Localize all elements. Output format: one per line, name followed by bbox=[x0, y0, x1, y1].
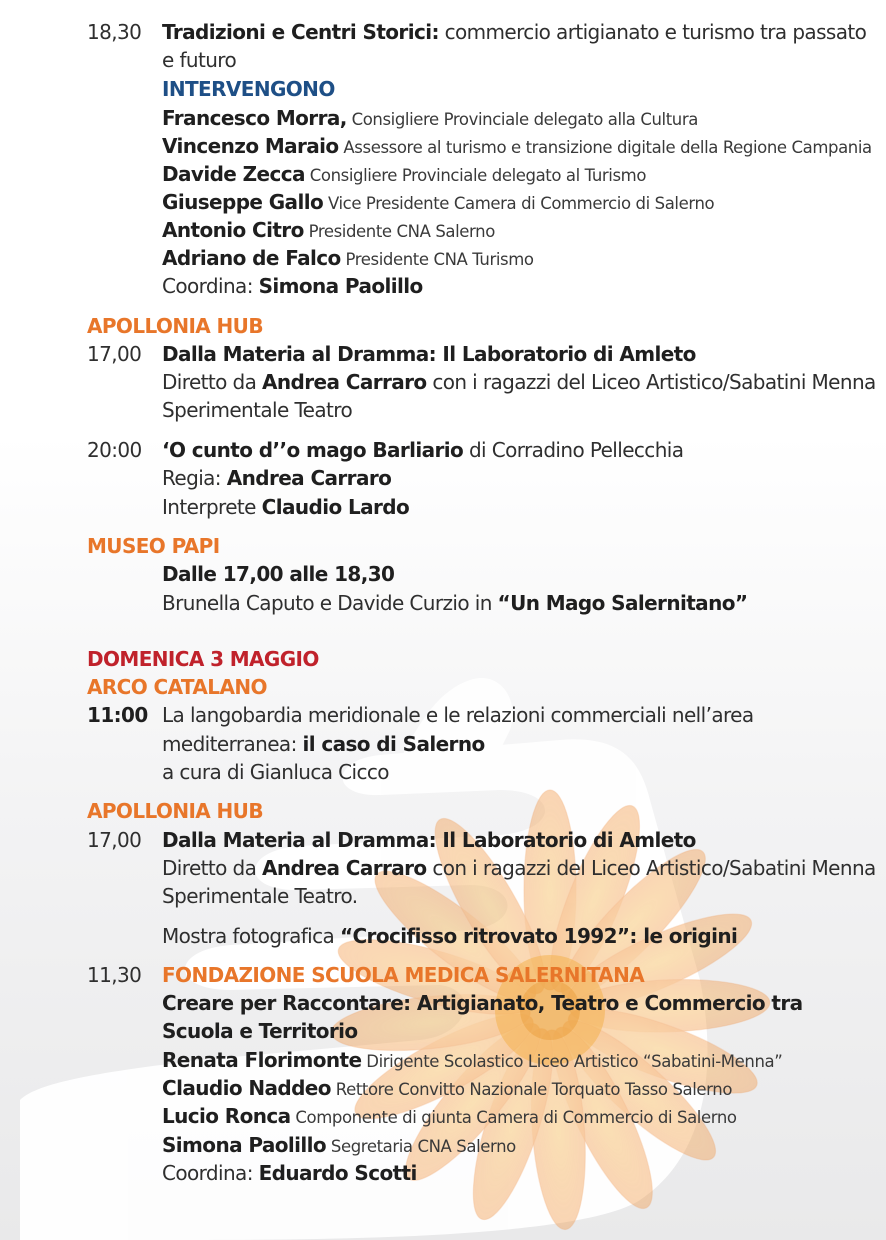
speaker-row bbox=[162, 188, 714, 218]
event-subtitle: commercio artigianato e turismo tra passato bbox=[438, 20, 867, 44]
speaker-role: Presidente CNA Salerno bbox=[303, 222, 495, 241]
speaker-row bbox=[162, 160, 646, 190]
event-time: 11,30 bbox=[87, 963, 142, 987]
speaker-name: Claudio Naddeo bbox=[162, 1076, 331, 1100]
event-title-line: La langobardia meridionale e le relazioni commerciali nell’area bbox=[162, 703, 754, 727]
event-detail bbox=[162, 368, 876, 396]
event-hours: Dalle 17,00 alle 18,30 bbox=[162, 562, 395, 586]
detail-text: Diretto da bbox=[162, 856, 263, 880]
event-title: Dalla Materia al Dramma: Il Laboratorio di Amleto bbox=[162, 342, 696, 366]
interprete-name: Claudio Lardo bbox=[261, 495, 410, 519]
speaker-row bbox=[162, 1131, 516, 1161]
speaker-role: Rettore Convitto Nazionale Torquato Tasso Salerno bbox=[330, 1080, 733, 1099]
event-title-line bbox=[162, 18, 866, 46]
event-subtitle-cont: e futuro bbox=[162, 48, 237, 72]
event-title-cont: Scuola e Territorio bbox=[162, 1019, 358, 1043]
speaker-role: Vice Presidente Camera di Commercio di Salerno bbox=[323, 194, 715, 213]
speaker-name: Adriano de Falco bbox=[162, 246, 341, 270]
exhibition-label: Mostra fotografica bbox=[162, 924, 340, 948]
speaker-name: Vincenzo Maraio bbox=[162, 134, 339, 158]
regia-row bbox=[162, 464, 391, 492]
detail-text: con i ragazzi del Liceo Artistico/Sabatini Menna bbox=[426, 370, 876, 394]
speaker-role: Presidente CNA Turismo bbox=[340, 250, 534, 269]
speaker-role: Dirigente Scolastico Liceo Artistico “Sabatini-Menna” bbox=[361, 1052, 783, 1071]
event-highlight: il caso di Salerno bbox=[302, 732, 485, 756]
event-title-line bbox=[162, 730, 485, 758]
interprete-label: Interprete bbox=[162, 495, 262, 519]
event-time: 17,00 bbox=[87, 342, 142, 366]
speaker-role: Componente di giunta Camera di Commercio di Salerno bbox=[290, 1108, 737, 1127]
event-title: Tradizioni e Centri Storici: bbox=[162, 20, 439, 44]
speaker-role: Consigliere Provinciale delegato al Turismo bbox=[304, 166, 647, 185]
event-detail: Sperimentale Teatro. bbox=[162, 884, 358, 908]
detail-text: mediterranea: bbox=[162, 732, 303, 756]
venue-heading: APOLLONIA HUB bbox=[87, 799, 263, 823]
venue-heading: MUSEO PAPI bbox=[87, 534, 220, 558]
event-title: Creare per Raccontare: Artigianato, Teatro e Commercio tra bbox=[162, 991, 803, 1015]
speaker-row bbox=[162, 244, 534, 274]
speaker-name: Lucio Ronca bbox=[162, 1104, 291, 1128]
intervengono-heading: INTERVENGONO bbox=[162, 77, 335, 101]
event-title: Dalla Materia al Dramma: Il Laboratorio di Amleto bbox=[162, 828, 696, 852]
event-detail bbox=[162, 854, 876, 882]
venue-heading: ARCO CATALANO bbox=[87, 675, 267, 699]
speaker-name: Davide Zecca bbox=[162, 162, 305, 186]
speaker-name: Renata Florimonte bbox=[162, 1048, 362, 1072]
coordinator-name: Simona Paolillo bbox=[258, 274, 423, 298]
exhibition-row bbox=[162, 922, 737, 950]
regia-label: Regia: bbox=[162, 466, 227, 490]
speaker-name: Francesco Morra, bbox=[162, 106, 347, 130]
speaker-name: Antonio Citro bbox=[162, 218, 304, 242]
director-name: Andrea Carraro bbox=[262, 856, 427, 880]
event-detail: Sperimentale Teatro bbox=[162, 398, 353, 422]
venue-heading: FONDAZIONE SCUOLA MEDICA SALERNITANA bbox=[162, 963, 645, 987]
exhibition-title: “Crocifisso ritrovato 1992”: le origini bbox=[339, 924, 738, 948]
interprete-row bbox=[162, 493, 409, 521]
detail-text: Brunella Caputo e Davide Curzio in bbox=[162, 591, 498, 615]
coordinator-name: Eduardo Scotti bbox=[258, 1161, 417, 1185]
venue-heading: APOLLONIA HUB bbox=[87, 314, 263, 338]
event-detail bbox=[162, 589, 747, 617]
speaker-row bbox=[162, 1102, 737, 1132]
regia-name: Andrea Carraro bbox=[226, 466, 392, 490]
coordinator-label: Coordina: bbox=[162, 274, 259, 298]
show-title: “Un Mago Salernitano” bbox=[497, 591, 748, 615]
coordinator-row bbox=[162, 1159, 417, 1187]
speaker-row bbox=[162, 216, 495, 246]
detail-text: con i ragazzi del Liceo Artistico/Sabatini Menna bbox=[426, 856, 876, 880]
event-time: 18,30 bbox=[87, 20, 142, 44]
event-author: di Corradino Pellecchia bbox=[463, 438, 684, 462]
speaker-role: Assessore al turismo e transizione digitale della Regione Campania bbox=[338, 138, 872, 157]
speaker-name: Giuseppe Gallo bbox=[162, 190, 324, 214]
event-title: ‘O cunto d’’o mago Barliario bbox=[162, 438, 464, 462]
event-time: 17,00 bbox=[87, 828, 142, 852]
event-title-line bbox=[162, 436, 683, 464]
speaker-name: Simona Paolillo bbox=[162, 1133, 327, 1157]
speaker-row bbox=[162, 104, 698, 134]
speaker-row bbox=[162, 1046, 782, 1076]
coordinator-label: Coordina: bbox=[162, 1161, 259, 1185]
coordinator-row bbox=[162, 272, 423, 300]
speaker-row bbox=[162, 132, 872, 162]
speaker-role: Segretaria CNA Salerno bbox=[326, 1137, 516, 1156]
day-heading: DOMENICA 3 MAGGIO bbox=[87, 647, 319, 671]
detail-text: Diretto da bbox=[162, 370, 263, 394]
event-time: 11:00 bbox=[87, 703, 148, 727]
event-curator: a cura di Gianluca Cicco bbox=[162, 760, 389, 784]
speaker-row bbox=[162, 1074, 732, 1104]
speaker-role: Consigliere Provinciale delegato alla Cultura bbox=[346, 110, 698, 129]
event-time: 20:00 bbox=[87, 438, 142, 462]
director-name: Andrea Carraro bbox=[262, 370, 427, 394]
